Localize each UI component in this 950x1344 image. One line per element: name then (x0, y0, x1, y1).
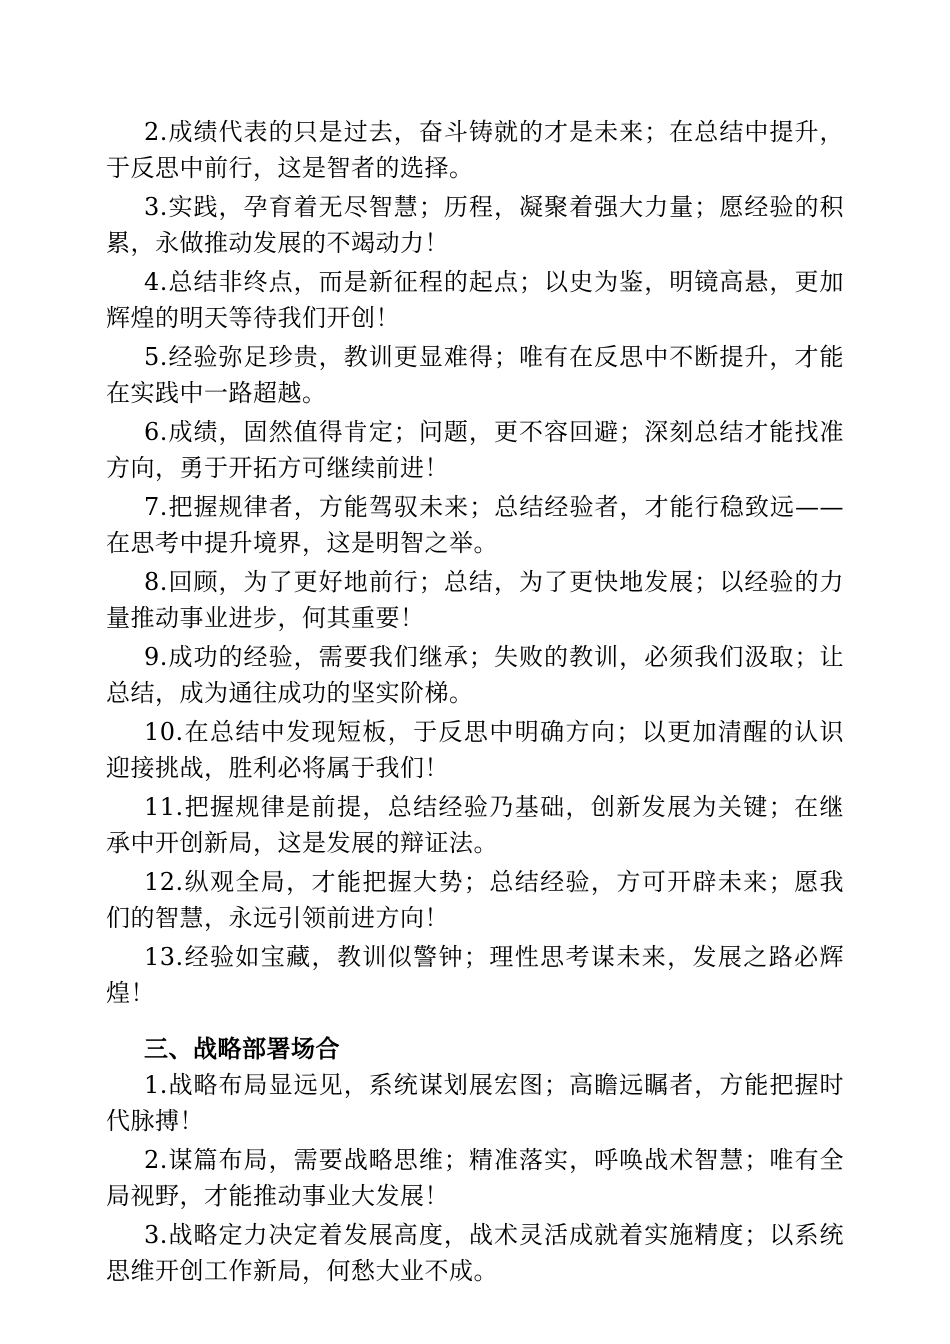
list-item: 10.在总结中发现短板，于反思中明确方向；以更加清醒的认识迎接挑战，胜利必将属于我们！ (106, 718, 844, 782)
list-item: 5.经验弥足珍贵，教训更显难得；唯有在反思中不断提升，才能在实践中一路超越。 (106, 343, 844, 407)
list-item: 11.把握规律是前提，总结经验乃基础，创新发展为关键；在继承中开创新局，这是发展的辩证法。 (106, 793, 844, 857)
list-item: 2.成绩代表的只是过去，奋斗铸就的才是未来；在总结中提升，于反思中前行，这是智者的选择。 (106, 118, 844, 182)
document-body (106, 114, 844, 1289)
list-item: 1.战略布局显远见，系统谋划展宏图；高瞻远瞩者，方能把握时代脉搏！ (106, 1071, 844, 1135)
list-item: 13.经验如宝藏，教训似警钟；理性思考谋未来，发展之路必辉煌！ (106, 943, 844, 1007)
list-item: 6.成绩，固然值得肯定；问题，更不容回避；深刻总结才能找准方向，勇于开拓方可继续前进！ (106, 418, 844, 482)
list-item: 12.纵观全局，才能把握大势；总结经验，方可开辟未来；愿我们的智慧，永远引领前进方向！ (106, 868, 844, 932)
list-item: 9.成功的经验，需要我们继承；失败的教训，必须我们汲取；让总结，成为通往成功的坚实阶梯。 (106, 643, 844, 707)
list-item: 3.实践，孕育着无尽智慧；历程，凝聚着强大力量；愿经验的积累，永做推动发展的不竭动力！ (106, 193, 844, 257)
section-heading: 三、战略部署场合 (144, 1035, 340, 1063)
list-item: 2.谋篇布局，需要战略思维；精准落实，呼唤战术智慧；唯有全局视野，才能推动事业大发展！ (106, 1146, 844, 1210)
list-item: 8.回顾，为了更好地前行；总结，为了更快地发展；以经验的力量推动事业进步，何其重要！ (106, 568, 844, 632)
list-item: 7.把握规律者，方能驾驭未来；总结经验者，才能行稳致远——在思考中提升境界，这是明智之举。 (106, 493, 844, 557)
list-item: 3.战略定力决定着发展高度，战术灵活成就着实施精度；以系统思维开创工作新局，何愁大业不成。 (106, 1221, 844, 1285)
list-item: 4.总结非终点，而是新征程的起点；以史为鉴，明镜高悬，更加辉煌的明天等待我们开创！ (106, 268, 844, 332)
